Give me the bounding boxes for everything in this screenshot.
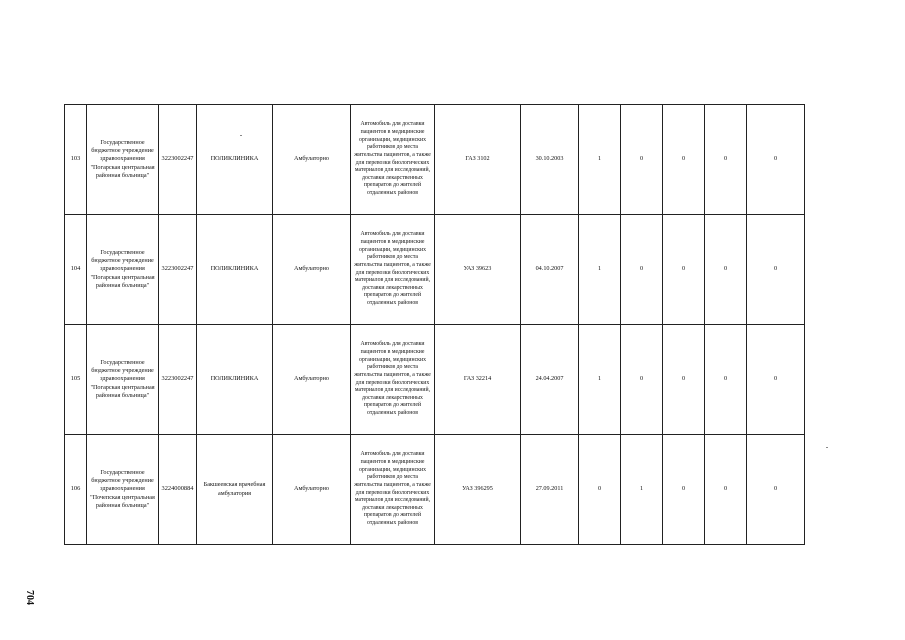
vehicle-table: [64, 104, 805, 545]
count-cell-4: 0: [705, 435, 747, 545]
count-cell-5: 0: [747, 105, 805, 215]
page-number: 704: [24, 590, 35, 605]
count-cell-1: 1: [579, 105, 621, 215]
vehicle-purpose: Автомобиль для доставки пациентов в медицинские организации, медицинских работников до места жительства пациентов, а также для перевозки биологических материалов для исследований, доставки лекарственных препаратов до жителей отдаленных районов: [351, 435, 435, 545]
vehicle-purpose: Автомобиль для доставки пациентов в медицинские организации, медицинских работников до места жительства пациентов, а также для перевозки биологических материалов для исследований, доставки лекарственных препаратов до жителей отдаленных районов: [351, 105, 435, 215]
care-type: Амбулаторно: [273, 215, 351, 325]
acquisition-date: 30.10.2003: [521, 105, 579, 215]
subdivision: ПОЛИКЛИНИКА: [197, 105, 273, 215]
count-cell-3: 0: [663, 105, 705, 215]
vehicle-model: ГАЗ 3102: [435, 105, 521, 215]
row-number: 106: [65, 435, 87, 545]
row-number: 104: [65, 215, 87, 325]
row-number: 105: [65, 325, 87, 435]
inn-code: 3223002247: [159, 105, 197, 215]
scan-speck: [826, 447, 828, 448]
inn-code: 3224000884: [159, 435, 197, 545]
count-cell-5: 0: [747, 215, 805, 325]
vehicle-purpose: Автомобиль для доставки пациентов в медицинские организации, медицинских работников до места жительства пациентов, а также для перевозки биологических материалов для исследований, доставки лекарственных препаратов до жителей отдаленных районов: [351, 215, 435, 325]
count-cell-4: 0: [705, 325, 747, 435]
subdivision: ПОЛИКЛИНИКА: [197, 215, 273, 325]
vehicle-model: УАЗ 396295: [435, 435, 521, 545]
inn-code: 3223002247: [159, 215, 197, 325]
acquisition-date: 04.10.2007: [521, 215, 579, 325]
table-row: [65, 215, 805, 325]
count-cell-5: 0: [747, 435, 805, 545]
table-row: [65, 325, 805, 435]
table-row: [65, 435, 805, 545]
acquisition-date: 27.09.2011: [521, 435, 579, 545]
care-type: Амбулаторно: [273, 435, 351, 545]
organization-name: Государственное бюджетное учреждение здравоохранения "Погарская центральная районная больница": [87, 105, 159, 215]
vehicle-purpose: Автомобиль для доставки пациентов в медицинские организации, медицинских работников до места жительства пациентов, а также для перевозки биологических материалов для исследований, доставки лекарственных препаратов до жителей отдаленных районов: [351, 325, 435, 435]
count-cell-2: 0: [621, 105, 663, 215]
count-cell-3: 0: [663, 435, 705, 545]
subdivision: ПОЛИКЛИНИКА: [197, 325, 273, 435]
vehicle-model: УАЗ 39623: [435, 215, 521, 325]
vehicle-model: ГАЗ 32214: [435, 325, 521, 435]
count-cell-4: 0: [705, 105, 747, 215]
count-cell-3: 0: [663, 325, 705, 435]
count-cell-3: 0: [663, 215, 705, 325]
count-cell-5: 0: [747, 325, 805, 435]
scan-speck: [240, 135, 242, 136]
count-cell-2: 0: [621, 215, 663, 325]
inn-code: 3223002247: [159, 325, 197, 435]
count-cell-1: 0: [579, 435, 621, 545]
count-cell-2: 0: [621, 325, 663, 435]
subdivision: Бакшеевская врачебная амбулатория: [197, 435, 273, 545]
table-row: [65, 105, 805, 215]
count-cell-1: 1: [579, 325, 621, 435]
organization-name: Государственное бюджетное учреждение здравоохранения "Почепская центральная районная больница": [87, 435, 159, 545]
organization-name: Государственное бюджетное учреждение здравоохранения "Погарская центральная районная больница": [87, 325, 159, 435]
acquisition-date: 24.04.2007: [521, 325, 579, 435]
care-type: Амбулаторно: [273, 105, 351, 215]
organization-name: Государственное бюджетное учреждение здравоохранения "Погарская центральная районная больница": [87, 215, 159, 325]
count-cell-4: 0: [705, 215, 747, 325]
count-cell-2: 1: [621, 435, 663, 545]
row-number: 103: [65, 105, 87, 215]
count-cell-1: 1: [579, 215, 621, 325]
care-type: Амбулаторно: [273, 325, 351, 435]
